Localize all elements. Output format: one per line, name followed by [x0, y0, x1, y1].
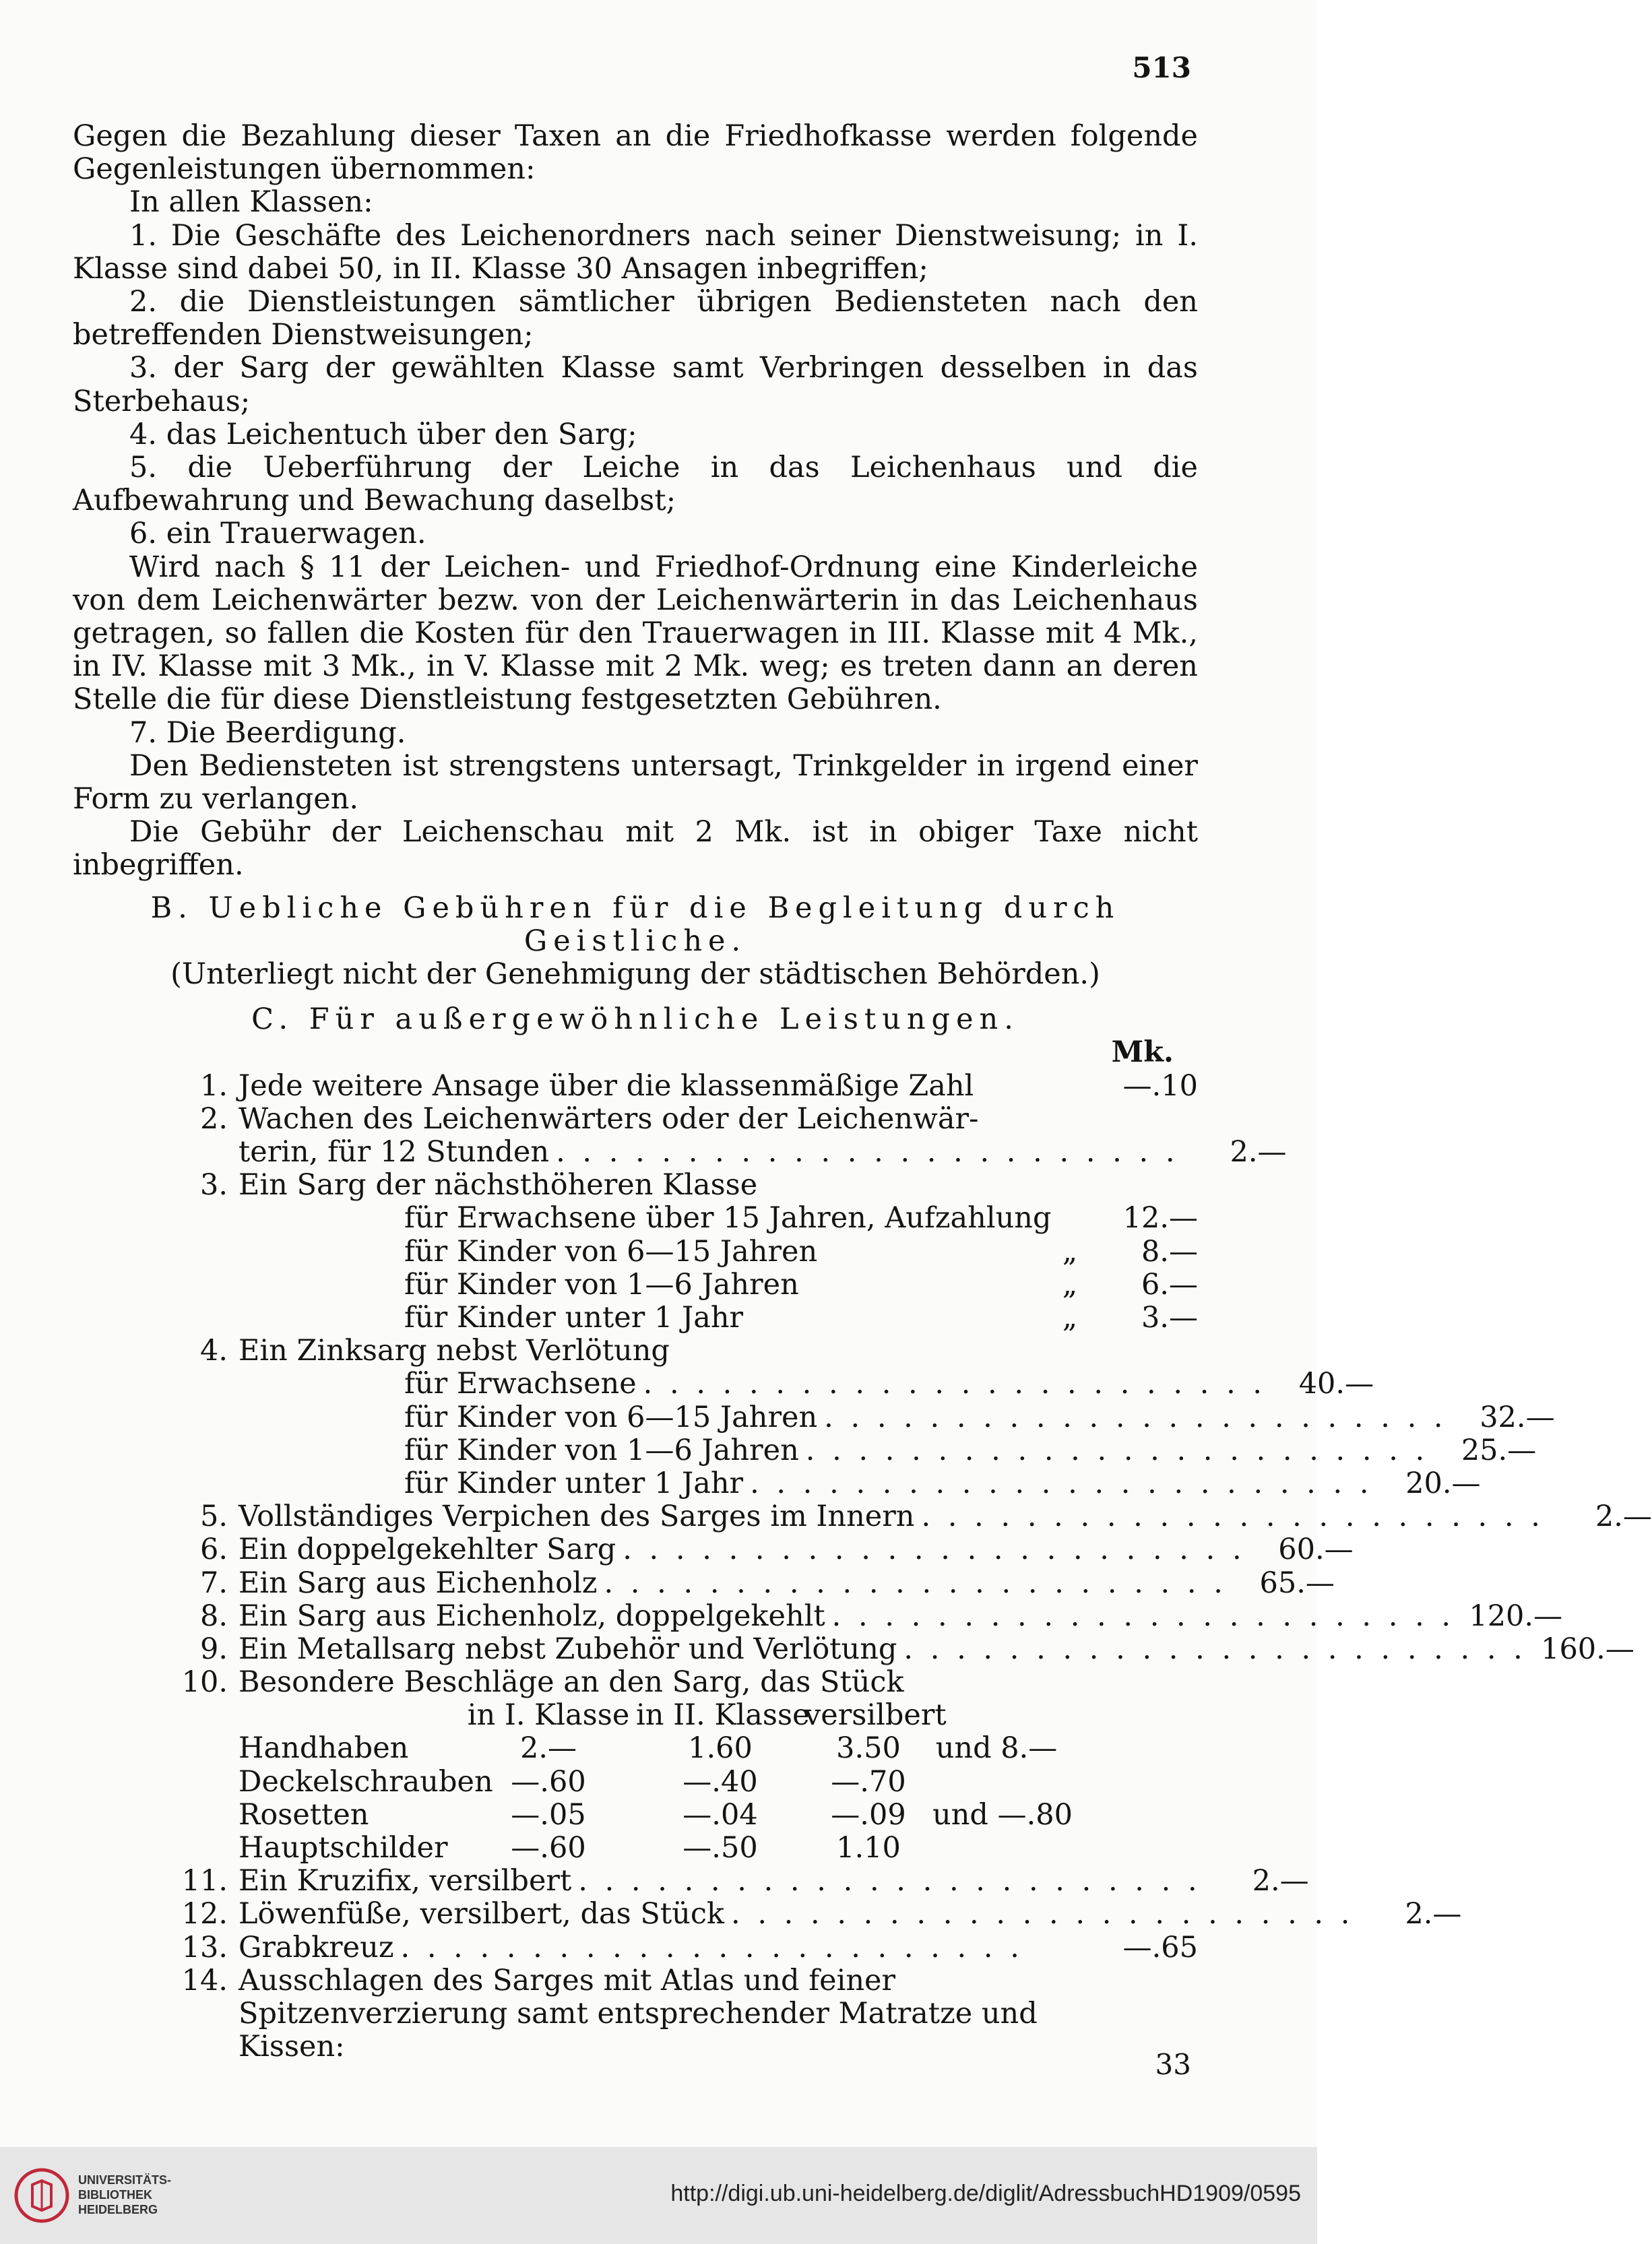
item-number: 13. — [181, 1930, 228, 1964]
ditto-mark: „ — [1062, 1301, 1078, 1335]
item-label: Grabkreuz — [239, 1930, 394, 1964]
item-price: 8.— — [1141, 1234, 1198, 1269]
item-price: 40.— — [1298, 1367, 1374, 1401]
price-row — [73, 1070, 1198, 1103]
item-label: Jede weitere Ansage über die klassenmäßige Zahl — [239, 1068, 974, 1103]
item-number: 1. — [199, 1068, 228, 1103]
price-row — [73, 1269, 1198, 1302]
item-price: 2.— — [1252, 1864, 1309, 1898]
item-label: Besondere Beschläge an den Sarg, das Stück — [239, 1665, 904, 1700]
leader-dots: . . . . . . . . . . . . . . . . . . . . . . . . — [604, 1566, 1227, 1600]
section-b-note: (Unterliegt nicht der Genehmigung der städtischen Behörden.) — [170, 957, 1100, 992]
item-price: 65.— — [1259, 1566, 1335, 1600]
price-row — [73, 1236, 1198, 1269]
item-label: für Kinder von 6—15 Jahren — [404, 1400, 818, 1434]
item-number: 7. — [199, 1566, 228, 1600]
fitting-price: —.05 — [511, 1797, 586, 1832]
item-price: 3.— — [1141, 1301, 1198, 1335]
leader-dots: . . . . . . . . . . . . . . . . . . . . . . . . — [750, 1466, 1373, 1500]
price-row — [73, 1400, 1555, 1434]
intro-item: 5. die Ueberführung der Leiche in das Leichenhaus und die Aufbewahrung und Bewachung daselbst; — [73, 451, 1198, 518]
item-price: 6.— — [1141, 1267, 1198, 1302]
fitting-name: Deckelschrauben — [239, 1764, 493, 1799]
item-number: 10. — [181, 1665, 228, 1700]
item-label: Ein doppelgekehlter Sarg — [239, 1533, 616, 1567]
item-price: 12.— — [1122, 1201, 1198, 1236]
item-label: Wachen des Leichenwärters oder der Leichenwär- — [239, 1101, 979, 1136]
intro-list — [73, 220, 1198, 883]
intro-item: 6. ein Trauerwagen. — [129, 517, 426, 551]
fitting-price: 1.10 — [836, 1831, 901, 1865]
price-row — [73, 1897, 1462, 1931]
fitting-price — [932, 1832, 1060, 1865]
leader-dots: . . . . . . . . . . . . . . . . . . . . . . . . — [556, 1135, 1179, 1169]
item-label: Ein Sarg aus Eichenholz — [239, 1566, 598, 1600]
item-number: 14. — [181, 1963, 228, 1997]
item-price: 20.— — [1405, 1466, 1481, 1500]
price-row — [73, 1433, 1537, 1467]
price-row — [73, 1302, 1198, 1335]
fitting-price: 2.— — [519, 1731, 577, 1766]
item-label: für Kinder unter 1 Jahr — [404, 1301, 744, 1335]
item-price: 2.— — [1595, 1500, 1652, 1534]
leader-dots: . . . . . . . . . . . . . . . . . . . . . . . . — [731, 1897, 1354, 1931]
item-price: —.10 — [1122, 1068, 1198, 1103]
fitting-name: Rosetten — [239, 1797, 369, 1832]
item-price: 120.— — [1469, 1599, 1563, 1633]
fitting-price: 1.60 — [688, 1731, 753, 1766]
leader-dots: . . . . . . . . . . . . . . . . . . . . . . . . — [623, 1533, 1246, 1567]
price-row — [73, 1666, 1198, 1699]
price-row — [73, 1202, 1198, 1235]
fitting-price: —.60 — [511, 1831, 586, 1865]
item-price: —.65 — [1122, 1930, 1198, 1964]
price-row — [73, 1500, 1652, 1534]
section-b-title: B. Uebliche Gebühren für die Begleitung durch Geistliche. — [150, 891, 1120, 958]
item-price: 2.— — [1230, 1135, 1287, 1169]
price-row — [73, 1466, 1481, 1500]
fittings-header-cell: versilbert — [804, 1698, 947, 1733]
price-row — [73, 1997, 1198, 2030]
page-number: 513 — [1132, 51, 1191, 84]
price-unit-header: Mk. — [1111, 1035, 1174, 1070]
fittings-header-cell: in II. Klasse — [636, 1698, 810, 1733]
item-label: Vollständiges Verpichen des Sarges im Innern — [239, 1500, 915, 1534]
page-body — [73, 119, 1652, 2064]
fitting-price: —.60 — [511, 1764, 586, 1799]
intro-paragraph: Gegen die Bezahlung dieser Taxen an die Friedhofkasse werden folgende Gegenleistungen übernommen: — [73, 119, 1198, 187]
item-label: für Kinder von 6—15 Jahren — [404, 1234, 818, 1269]
intro-item: 3. der Sarg der gewählten Klasse samt Verbringen desselben in das Sterbehaus; — [73, 351, 1198, 418]
item-number: 8. — [199, 1599, 228, 1633]
leader-dots: . . . . . . . . . . . . . . . . . . . . . . . . — [578, 1864, 1201, 1898]
price-list — [73, 1068, 1652, 1700]
price-row — [73, 1632, 1634, 1666]
fitting-name: Handhaben — [239, 1731, 409, 1766]
leader-dots: . . . . . . . . . . . . . . . . . . . . . . . . — [824, 1400, 1447, 1434]
price-row — [73, 1335, 1198, 1368]
intro-item: 4. das Leichentuch über den Sarg; — [129, 417, 637, 451]
item-label: Ein Sarg aus Eichenholz, doppelgekehlt — [239, 1599, 825, 1633]
intro-item: Wird nach § 11 der Leichen- und Friedhof-Ordnung eine Kinderleiche von dem Leichenwärter bezw. von der Leichenwärterin in das Leichenhaus getragen, so fallen die Kosten für den Trauerwagen in III. Klasse mit 4 Mk., in IV. Klasse mit 3 Mk., in V. Klasse mit 2 Mk. weg; es treten dann an deren Stelle die für diese Dienstleistung festgesetzten Gebühren. — [73, 550, 1198, 717]
item-number: 11. — [181, 1864, 228, 1898]
fitting-price: —.70 — [831, 1764, 906, 1799]
fitting-price: und 8.— — [935, 1731, 1058, 1766]
intro-classes: In allen Klassen: — [129, 185, 373, 220]
item-label: terin, für 12 Stunden — [239, 1135, 550, 1169]
fitting-price: —.50 — [682, 1831, 758, 1865]
item-number: 6. — [199, 1533, 228, 1567]
fitting-price: —.04 — [682, 1797, 758, 1832]
section-c-title: C. Für außergewöhnliche Leistungen. — [251, 1002, 1019, 1037]
fitting-price: 3.50 — [836, 1731, 901, 1766]
item-number: 2. — [199, 1101, 228, 1136]
fitting-name: Hauptschilder — [239, 1831, 448, 1865]
item-label: Ein Metallsarg nebst Zubehör und Verlötung — [239, 1632, 897, 1666]
fittings-table — [73, 1699, 1198, 1865]
item-price: 2.— — [1405, 1897, 1462, 1931]
item-label: Ein Sarg der nächsthöheren Klasse — [239, 1168, 758, 1203]
intro-item: 1. Die Geschäfte des Leichenordners nach seiner Dienstweisung; in I. Klasse sind dabei 50, in II. Klasse 30 Ansagen inbegriffen; — [73, 218, 1198, 286]
fittings-header-cell — [932, 1699, 1060, 1732]
price-row — [73, 1367, 1374, 1401]
item-label: für Kinder von 1—6 Jahren — [404, 1433, 799, 1467]
item-price: 32.— — [1480, 1400, 1555, 1434]
intro-item: Die Gebühr der Leichenschau mit 2 Mk. ist in obiger Taxe nicht inbegriffen. — [73, 815, 1198, 883]
intro-item: 2. die Dienstleistungen sämtlicher übrigen Bediensteten nach den betreffenden Dienstweisungen; — [73, 285, 1198, 352]
footer-bar — [0, 2147, 1317, 2244]
item-price: 60.— — [1278, 1533, 1354, 1567]
item-label: für Erwachsene — [404, 1367, 637, 1401]
price-row — [73, 1169, 1198, 1202]
item-number: 4. — [199, 1334, 228, 1368]
fittings-header-cell — [239, 1699, 461, 1732]
item-label: Spitzenverzierung samt entsprechender Matratze und — [239, 1996, 1038, 2030]
intro-item: 7. Die Beerdigung. — [129, 715, 406, 750]
fitting-price: und —.80 — [932, 1797, 1073, 1832]
price-row — [73, 1599, 1563, 1633]
signature-mark: 33 — [1155, 2048, 1191, 2081]
item-label: Löwenfüße, versilbert, das Stück — [239, 1897, 724, 1931]
item-number: 3. — [199, 1168, 228, 1203]
price-row — [73, 1533, 1354, 1567]
item-label: für Kinder von 1—6 Jahren — [404, 1267, 799, 1302]
price-row — [73, 2030, 1198, 2063]
price-row — [73, 1135, 1287, 1169]
leader-dots: . . . . . . . . . . . . . . . . . . . . . . . . — [805, 1433, 1429, 1467]
ditto-mark: „ — [1062, 1234, 1078, 1269]
intro-item: Den Bediensteten ist strengstens untersagt, Trinkgelder in irgend einer Form zu verlangen. — [73, 748, 1198, 816]
price-list-continued — [73, 1864, 1462, 2064]
source-url-link[interactable]: http://digi.ub.uni-heidelberg.de/diglit/AdressbuchHD1909/0595 — [670, 2181, 1301, 2206]
leader-dots: . . . . . . . . . . . . . . . . . . . . . . . . — [921, 1500, 1544, 1534]
item-number: 5. — [199, 1500, 228, 1534]
fitting-price: —.40 — [682, 1764, 758, 1799]
price-row — [73, 1103, 1198, 1136]
item-number: 12. — [181, 1897, 228, 1931]
price-row — [73, 1566, 1335, 1600]
item-label: für Kinder unter 1 Jahr — [404, 1466, 744, 1500]
ditto-mark: „ — [1062, 1267, 1078, 1302]
item-label: Ausschlagen des Sarges mit Atlas und feiner — [239, 1963, 896, 1997]
leader-dots: . . . . . . . . . . . . . . . . . . . . . . . . — [831, 1599, 1455, 1633]
leader-dots: . . . . . . . . . . . . . . . . . . . . . . . . — [400, 1930, 1023, 1964]
price-row — [73, 1864, 1309, 1898]
fitting-price — [932, 1766, 1060, 1799]
leader-dots: . . . . . . . . . . . . . . . . . . . . . . . . — [903, 1632, 1527, 1666]
item-price: 25.— — [1461, 1433, 1537, 1467]
item-label: Ein Kruzifix, versilbert — [239, 1864, 572, 1898]
item-label: für Erwachsene über 15 Jahren, Aufzahlung — [404, 1201, 1052, 1236]
price-row — [73, 1931, 1198, 1964]
university-seal-icon — [12, 2165, 71, 2226]
fittings-header-cell: in I. Klasse — [467, 1698, 630, 1733]
library-logo-text: UNIVERSITÄTS- BIBLIOTHEK HEIDELBERG — [78, 2173, 172, 2216]
fitting-price: —.09 — [831, 1797, 906, 1832]
item-label: Kissen: — [239, 2030, 345, 2064]
leader-dots: . . . . . . . . . . . . . . . . . . . . . . . . — [643, 1367, 1267, 1401]
item-number: 9. — [199, 1632, 228, 1666]
item-price: 160.— — [1541, 1632, 1634, 1666]
item-label: Ein Zinksarg nebst Verlötung — [239, 1334, 670, 1368]
price-row — [73, 1964, 1198, 1997]
